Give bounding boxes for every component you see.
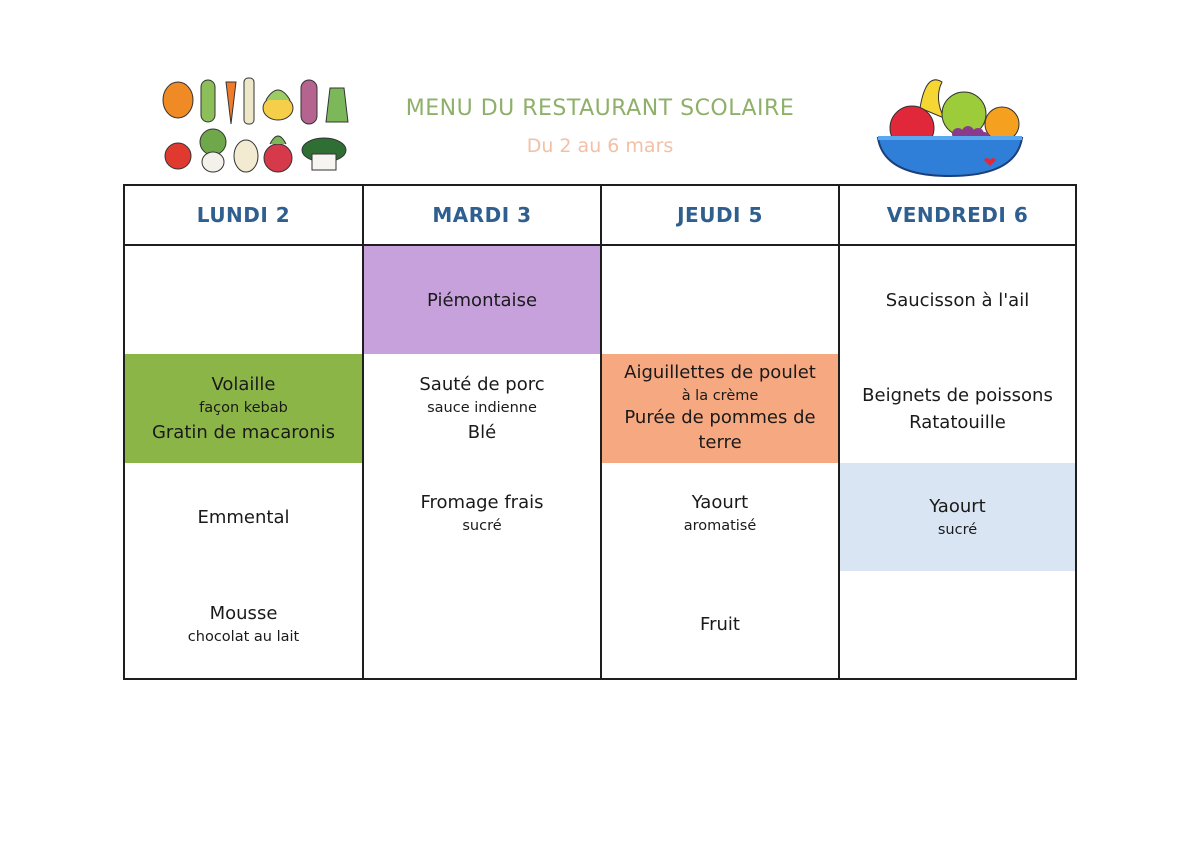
- dish-name: Saucisson à l'ail: [885, 289, 1030, 311]
- day-header-vendredi: VENDREDI 6: [840, 186, 1075, 246]
- dessert-cell: [125, 571, 362, 678]
- side-dish: Ratatouille: [909, 411, 1006, 433]
- day-column-vendredi: [840, 246, 1075, 678]
- dish-name: Fromage frais: [420, 492, 544, 513]
- dish-name: Beignets de poissons: [862, 384, 1053, 406]
- day-header-mardi: MARDI 3: [364, 186, 602, 246]
- dish-name: Emmental: [197, 506, 290, 528]
- side-dish: Blé: [467, 422, 497, 444]
- day-column-mardi: [364, 246, 602, 678]
- day-header-lundi: LUNDI 2: [125, 186, 364, 246]
- vegetables-illustration: [158, 72, 353, 176]
- starter-cell: [125, 246, 362, 354]
- dairy-cell: [602, 463, 838, 571]
- dairy-cell: [125, 463, 362, 571]
- dish-detail: sucré: [462, 518, 502, 534]
- dish-name: Aiguillettes de poulet: [624, 362, 816, 384]
- main-course-cell: [602, 354, 838, 463]
- side-dish: Purée de pommes de terre: [624, 407, 816, 453]
- dessert-cell: [364, 571, 600, 678]
- main-course-cell: [364, 354, 600, 463]
- side-dish: Gratin de macaronis: [151, 422, 336, 444]
- dish-name: Sauté de porc: [419, 373, 545, 395]
- day-header-jeudi: JEUDI 5: [602, 186, 840, 246]
- starter-cell: [840, 246, 1075, 354]
- dish-detail: chocolat au lait: [187, 629, 300, 646]
- dish-name: Fruit: [700, 614, 740, 635]
- dairy-cell: [840, 463, 1075, 571]
- dessert-cell: [840, 571, 1075, 678]
- dessert-cell: [602, 571, 838, 678]
- day-column-lundi: [125, 246, 364, 678]
- menu-table: [123, 184, 1077, 680]
- menu-title: MENU DU RESTAURANT SCOLAIRE: [405, 96, 795, 121]
- main-course-cell: [840, 354, 1075, 463]
- dish-name: Volaille: [211, 373, 276, 395]
- day-column-jeudi: [602, 246, 840, 678]
- dish-detail: sauce indienne: [427, 399, 537, 416]
- dish-name: Yaourt: [929, 495, 986, 517]
- dish-detail: aromatisé: [683, 518, 757, 534]
- dish-name: Yaourt: [691, 492, 749, 513]
- dish-detail: sucré: [937, 521, 978, 538]
- dairy-cell: [364, 463, 600, 571]
- dish-detail: à la crème: [681, 388, 759, 405]
- main-course-cell: [125, 354, 362, 463]
- starter-cell: [364, 246, 600, 354]
- menu-date-range: Du 2 au 6 mars: [526, 135, 674, 157]
- dish-name: Piémontaise: [426, 289, 538, 311]
- fruit-bowl-illustration: [874, 68, 1026, 178]
- dish-detail: façon kebab: [199, 399, 288, 416]
- dish-name: Mousse: [209, 603, 278, 625]
- starter-cell: [602, 246, 838, 354]
